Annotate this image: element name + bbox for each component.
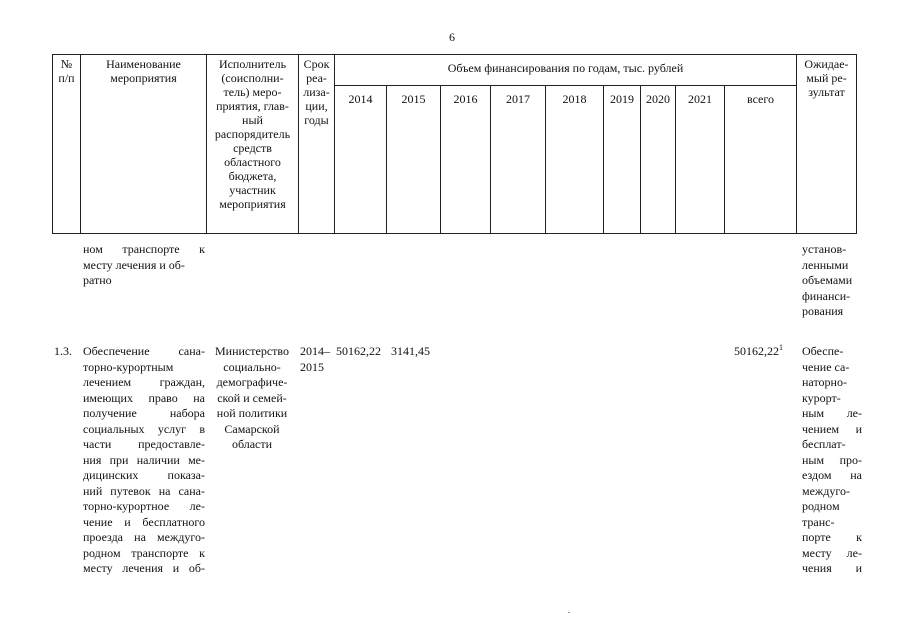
text-line: части предоставле- (83, 437, 205, 451)
text-line: ездом на (802, 468, 862, 482)
text-line: междуго- (802, 483, 850, 498)
text-line: Обеспе- (802, 344, 844, 358)
text-line: ской и семей- (217, 390, 287, 405)
text-line: Министерство (215, 344, 289, 358)
text-line: лечением граждан, (83, 375, 205, 389)
page-number: 6 (449, 30, 455, 44)
text-line: Самарской (224, 421, 280, 436)
text-line: месту ле- (802, 545, 862, 560)
row-number: 1.3. (54, 344, 72, 358)
row-value-2014: 50162,22 (336, 344, 381, 358)
header-year-2017: 2017 (491, 85, 546, 233)
text-line: проезда на междуго- (83, 530, 205, 544)
header-name: Наименование мероприятия (81, 55, 207, 234)
text-line: месту лечения и об- (83, 561, 205, 575)
row-value-2015: 3141,45 (391, 344, 430, 358)
header-term: Срок реа-лиза-ции, годы (299, 55, 335, 234)
text-line: объемами (802, 273, 853, 287)
header-year-2021: 2021 (676, 85, 725, 233)
text-line: месту лечения и об- (83, 257, 185, 272)
text-line: получение набора (83, 406, 205, 420)
continuation-name (83, 242, 205, 289)
text-line: бесплат- (802, 437, 846, 451)
text-line: демографиче- (216, 375, 288, 389)
text-line: чением и (802, 421, 862, 436)
text-line: чение и бесплатного (83, 514, 205, 529)
text-line: чение са- (802, 359, 850, 374)
text-line: курорт- (802, 390, 841, 405)
header-year-2016: 2016 (441, 85, 491, 233)
text-line: 2014– (300, 344, 330, 358)
text-line: ным ле- (802, 406, 862, 420)
text-line: торно-курортное ле- (83, 499, 205, 513)
text-line: установ- (802, 242, 847, 256)
table-header (52, 54, 857, 234)
text-line: ной политики (216, 406, 288, 420)
text-line: имеющих право на (83, 390, 205, 405)
row-total (734, 344, 800, 360)
text-line: родном (802, 499, 840, 513)
header-num: № п/п (53, 55, 81, 234)
header-funding: Объем финансирования по годам, тыс. рублей (335, 55, 797, 86)
header-executor: Исполнитель (соисполни-тель) меро-приятия, глав-ный распорядитель средств областного бюджета, участник мероприятия (207, 55, 299, 234)
text-line: социально- (223, 359, 281, 374)
text-line: ленными (802, 257, 849, 272)
text-line: социальных услуг в (83, 421, 205, 436)
total-value: 50162,22 (734, 344, 779, 358)
text-line: ратно (83, 273, 112, 287)
row-executor (206, 344, 298, 453)
text-line: чения и (802, 561, 862, 575)
total-footnote: 1 (779, 344, 783, 352)
row-name (83, 344, 205, 577)
text-line: порте к (802, 530, 862, 544)
text-line: области (231, 437, 273, 451)
text-line: рования (802, 304, 844, 318)
text-line: ния при наличии ме- (83, 452, 205, 467)
header-year-2019: 2019 (604, 85, 641, 233)
text-line: финанси- (802, 288, 851, 303)
scan-speck (568, 612, 570, 613)
row-term (300, 344, 336, 375)
text-line: ний путевок на сана- (83, 483, 205, 498)
header-year-2018: 2018 (546, 85, 604, 233)
header-year-2015: 2015 (387, 85, 441, 233)
text-line: родном транспорте к (83, 545, 205, 560)
text-line: наторно- (802, 375, 847, 389)
text-line: торно-курортным (83, 359, 174, 374)
text-line: ном транспорте к (83, 242, 205, 256)
header-year-2014: 2014 (335, 85, 387, 233)
header-result: Ожидае-мый ре-зультат (797, 55, 857, 234)
text-line: ным про- (802, 452, 862, 467)
row-result (802, 344, 862, 577)
text-line: Обеспечение сана- (83, 344, 205, 358)
header-total: всего (725, 85, 797, 233)
continuation-result (802, 242, 862, 320)
text-line: 2015 (300, 359, 324, 374)
header-year-2020: 2020 (641, 85, 676, 233)
text-line: транс- (802, 514, 835, 529)
text-line: дицинских показа- (83, 468, 205, 482)
